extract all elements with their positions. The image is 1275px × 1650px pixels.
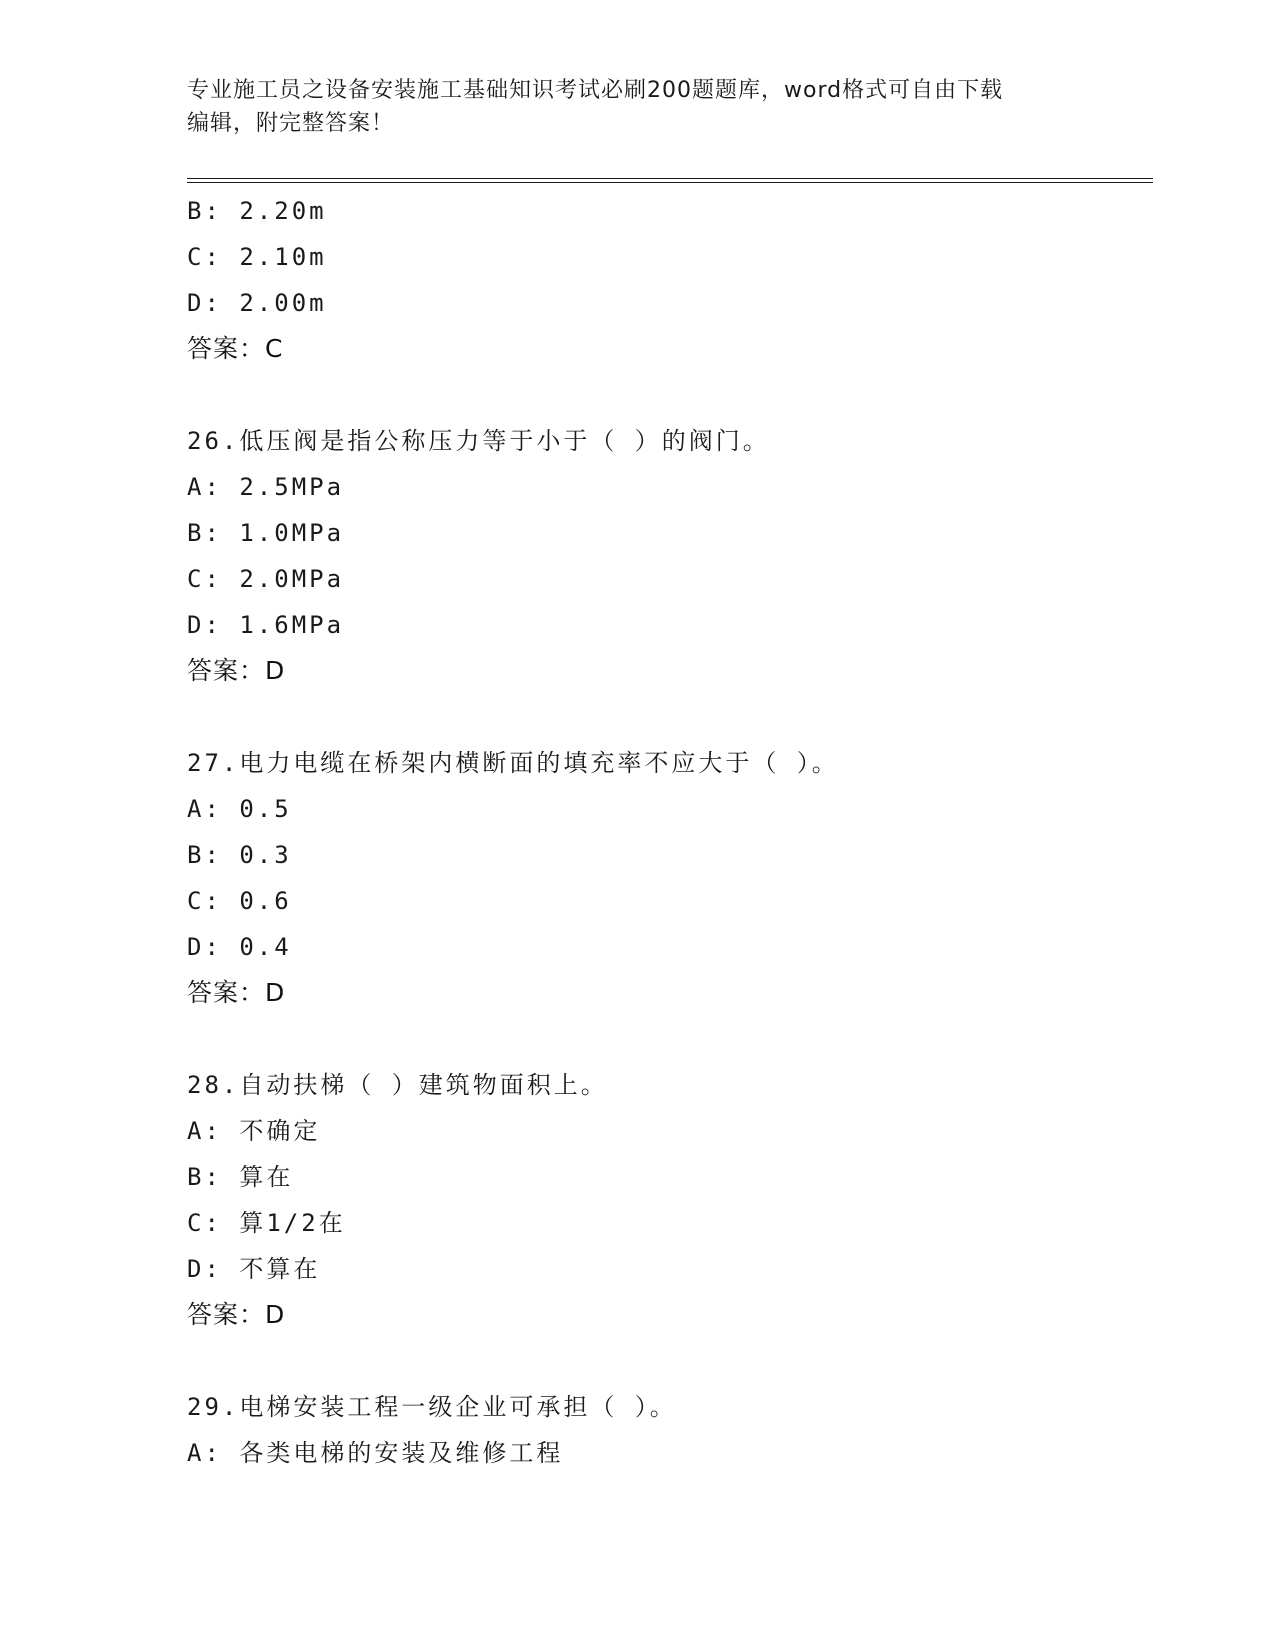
spacer [187,1338,1153,1384]
option-a: A: 不确定 [187,1117,321,1145]
spacer [187,1016,1153,1062]
option-c: C: 2.0MPa [187,565,345,593]
option-c: C: 2.10m [187,243,327,271]
question-text: 28.自动扶梯（ ）建筑物面积上。 [187,1071,608,1099]
header-divider [187,178,1153,183]
question-text: 27.电力电缆在桥架内横断面的填充率不应大于（ ）。 [187,749,839,777]
option-a: A: 2.5MPa [187,473,345,501]
question-block-26 [187,418,1153,694]
option-d: D: 0.4 [187,933,292,961]
option-a: A: 各类电梯的安装及维修工程 [187,1439,564,1467]
option-b: B: 2.20m [187,197,327,225]
question-text: 29.电梯安装工程一级企业可承担（ ）。 [187,1393,677,1421]
question-block-29 [187,1384,1153,1476]
question-block-27 [187,740,1153,1016]
question-block-25 [187,188,1153,372]
option-d: D: 2.00m [187,289,327,317]
option-c: C: 算1/2在 [187,1209,346,1237]
option-c: C: 0.6 [187,887,292,915]
option-b: B: 1.0MPa [187,519,345,547]
option-d: D: 1.6MPa [187,611,345,639]
header-title-line-2: 编辑，附完整答案！ [187,111,395,136]
header-title-line-1: 专业施工员之设备安装施工基础知识考试必刷200题题库，word格式可自由下载 [187,78,1004,103]
spacer [187,372,1153,418]
question-text: 26.低压阀是指公称压力等于小于（ ）的阀门。 [187,427,770,455]
spacer [187,694,1153,740]
answer-label: 答案：D [187,656,286,685]
option-b: B: 0.3 [187,841,292,869]
question-block-28 [187,1062,1153,1338]
question-list [187,188,1153,1476]
option-a: A: 0.5 [187,795,292,823]
page-header [187,74,1087,140]
answer-label: 答案：D [187,978,286,1007]
option-b: B: 算在 [187,1163,294,1191]
answer-label: 答案：D [187,1300,286,1329]
option-d: D: 不算在 [187,1255,321,1283]
answer-label: 答案：C [187,334,284,363]
